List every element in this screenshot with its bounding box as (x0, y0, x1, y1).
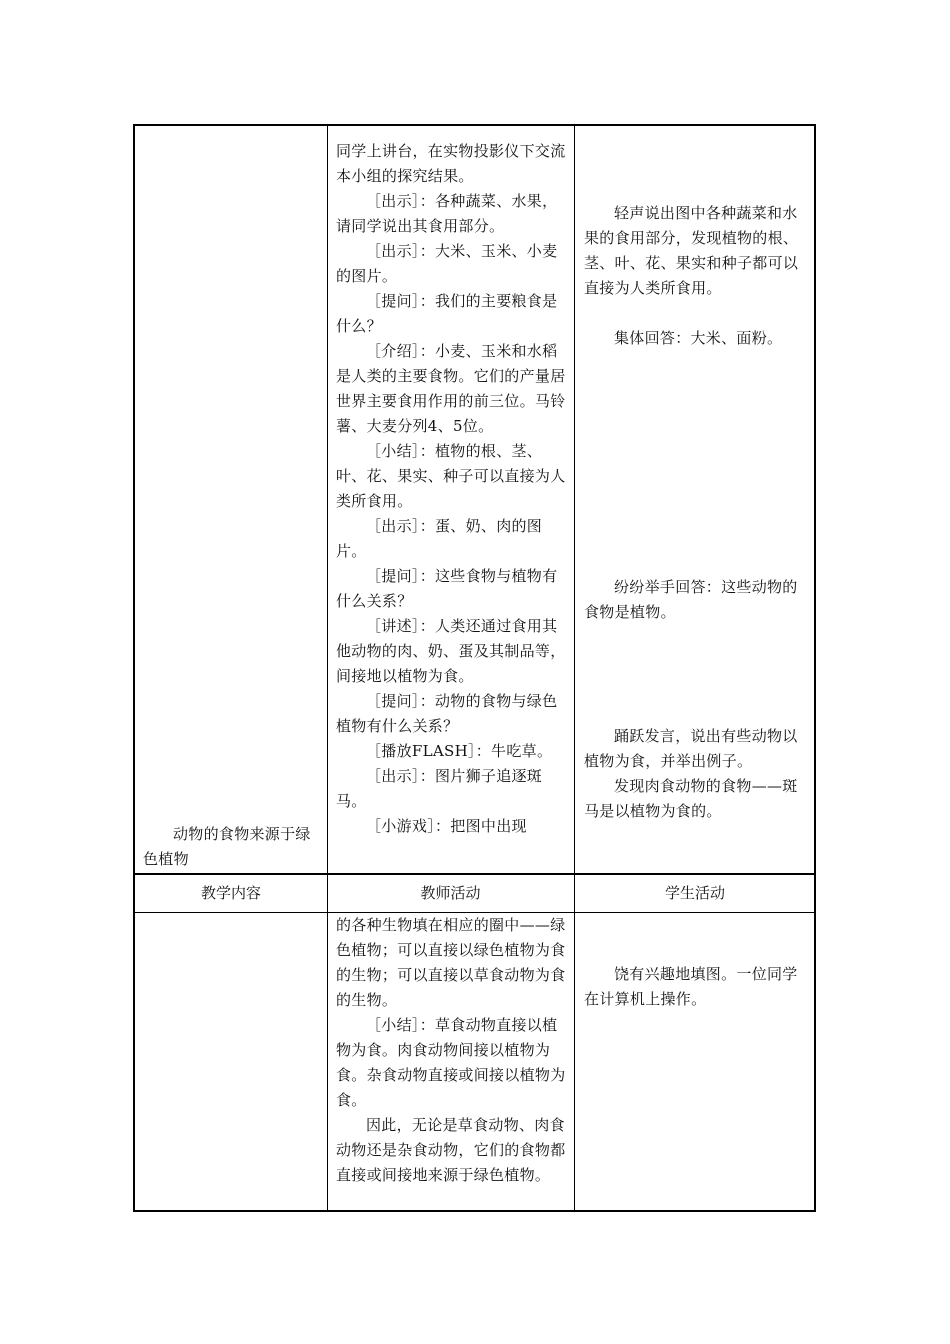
student-response-5: 发现肉食动物的食物——斑马是以植物为食的。 (584, 777, 798, 820)
row1-teacher-paragraph: ［小游戏］：把图中出现 (366, 817, 527, 835)
row1-teacher-paragraph: ［出示］：图片狮子追逐斑马。 (336, 767, 543, 810)
row1-content-text: 动物的食物来源于绿色植物 (143, 825, 311, 868)
row2-teacher-paragraph: 的各种生物填在相应的圈中——绿色植物；可以直接以绿色植物为食的生物；可以直接以草食动物为食的生物。 (336, 916, 566, 1009)
row1-teacher-paragraph: ［讲述］：人类还通过食用其他动物的肉、奶、蛋及其制品等，间接地以植物为食。 (336, 617, 566, 685)
row1-student-cell (584, 126, 812, 873)
row2-student-cell (584, 962, 812, 1012)
student-response-1: 轻声说出图中各种蔬菜和水果的食用部分，发现植物的根、茎、叶、花、果实和种子都可以直接为人类所食用。 (584, 204, 799, 297)
student-response-row2: 饶有兴趣地填图。一位同学在计算机上操作。 (584, 965, 798, 1008)
row2-teacher-cell (336, 913, 568, 1188)
row2-teacher-paragraph: ［小结］：草食动物直接以植物为食。肉食动物间接以植物为食。杂食动物直接或间接以植物为食。 (336, 1016, 566, 1109)
row1-teacher-paragraph: ［提问］：动物的食物与绿色植物有什么关系？ (336, 692, 558, 735)
header-teaching-content: 教学内容 (200, 884, 261, 902)
row1-teacher-paragraph: 同学上讲台，在实物投影仪下交流本小组的探究结果。 (336, 142, 566, 185)
row1-teacher-paragraph: ［出示］：各种蔬菜、水果，请同学说出其食用部分。 (336, 192, 558, 235)
row1-content-cell (143, 822, 323, 872)
row1-teacher-paragraph: ［提问］：这些食物与植物有什么关系？ (336, 567, 558, 610)
row2-teacher-paragraph: 因此，无论是草食动物、肉食动物还是杂食动物，它们的食物都直接或间接地来源于绿色植物。 (336, 1116, 566, 1184)
row1-teacher-paragraph: ［小结］：植物的根、茎、叶、花、果实、种子可以直接为人类所食用。 (336, 442, 566, 510)
column-divider-1 (327, 126, 328, 1210)
row1-teacher-paragraph: ［出示］：大米、玉米、小麦的图片。 (336, 242, 558, 285)
lesson-table (133, 124, 816, 1212)
row1-teacher-paragraph: ［介绍］：小麦、玉米和水稻是人类的主要食物。它们的产量居世界主要食用作用的前三位。马铃薯、大麦分列4、5位。 (336, 342, 566, 435)
student-response-3: 纷纷举手回答：这些动物的食物是植物。 (584, 578, 798, 621)
row1-teacher-paragraph: ［提问］：我们的主要粮食是什么？ (336, 292, 558, 335)
student-response-4: 踊跃发言，说出有些动物以植物为食，并举出例子。 (584, 727, 798, 770)
column-divider-2 (574, 126, 575, 1210)
row1-teacher-cell (336, 139, 568, 839)
student-response-2: 集体回答：大米、面粉。 (614, 329, 783, 347)
header-student-activity: 学生活动 (664, 884, 725, 902)
row1-teacher-paragraph: ［播放FLASH］：牛吃草。 (366, 742, 553, 760)
row-divider-header-top (135, 873, 814, 875)
header-teacher-activity: 教师活动 (420, 884, 481, 902)
row1-teacher-paragraph: ［出示］：蛋、奶、肉的图片。 (336, 517, 543, 560)
